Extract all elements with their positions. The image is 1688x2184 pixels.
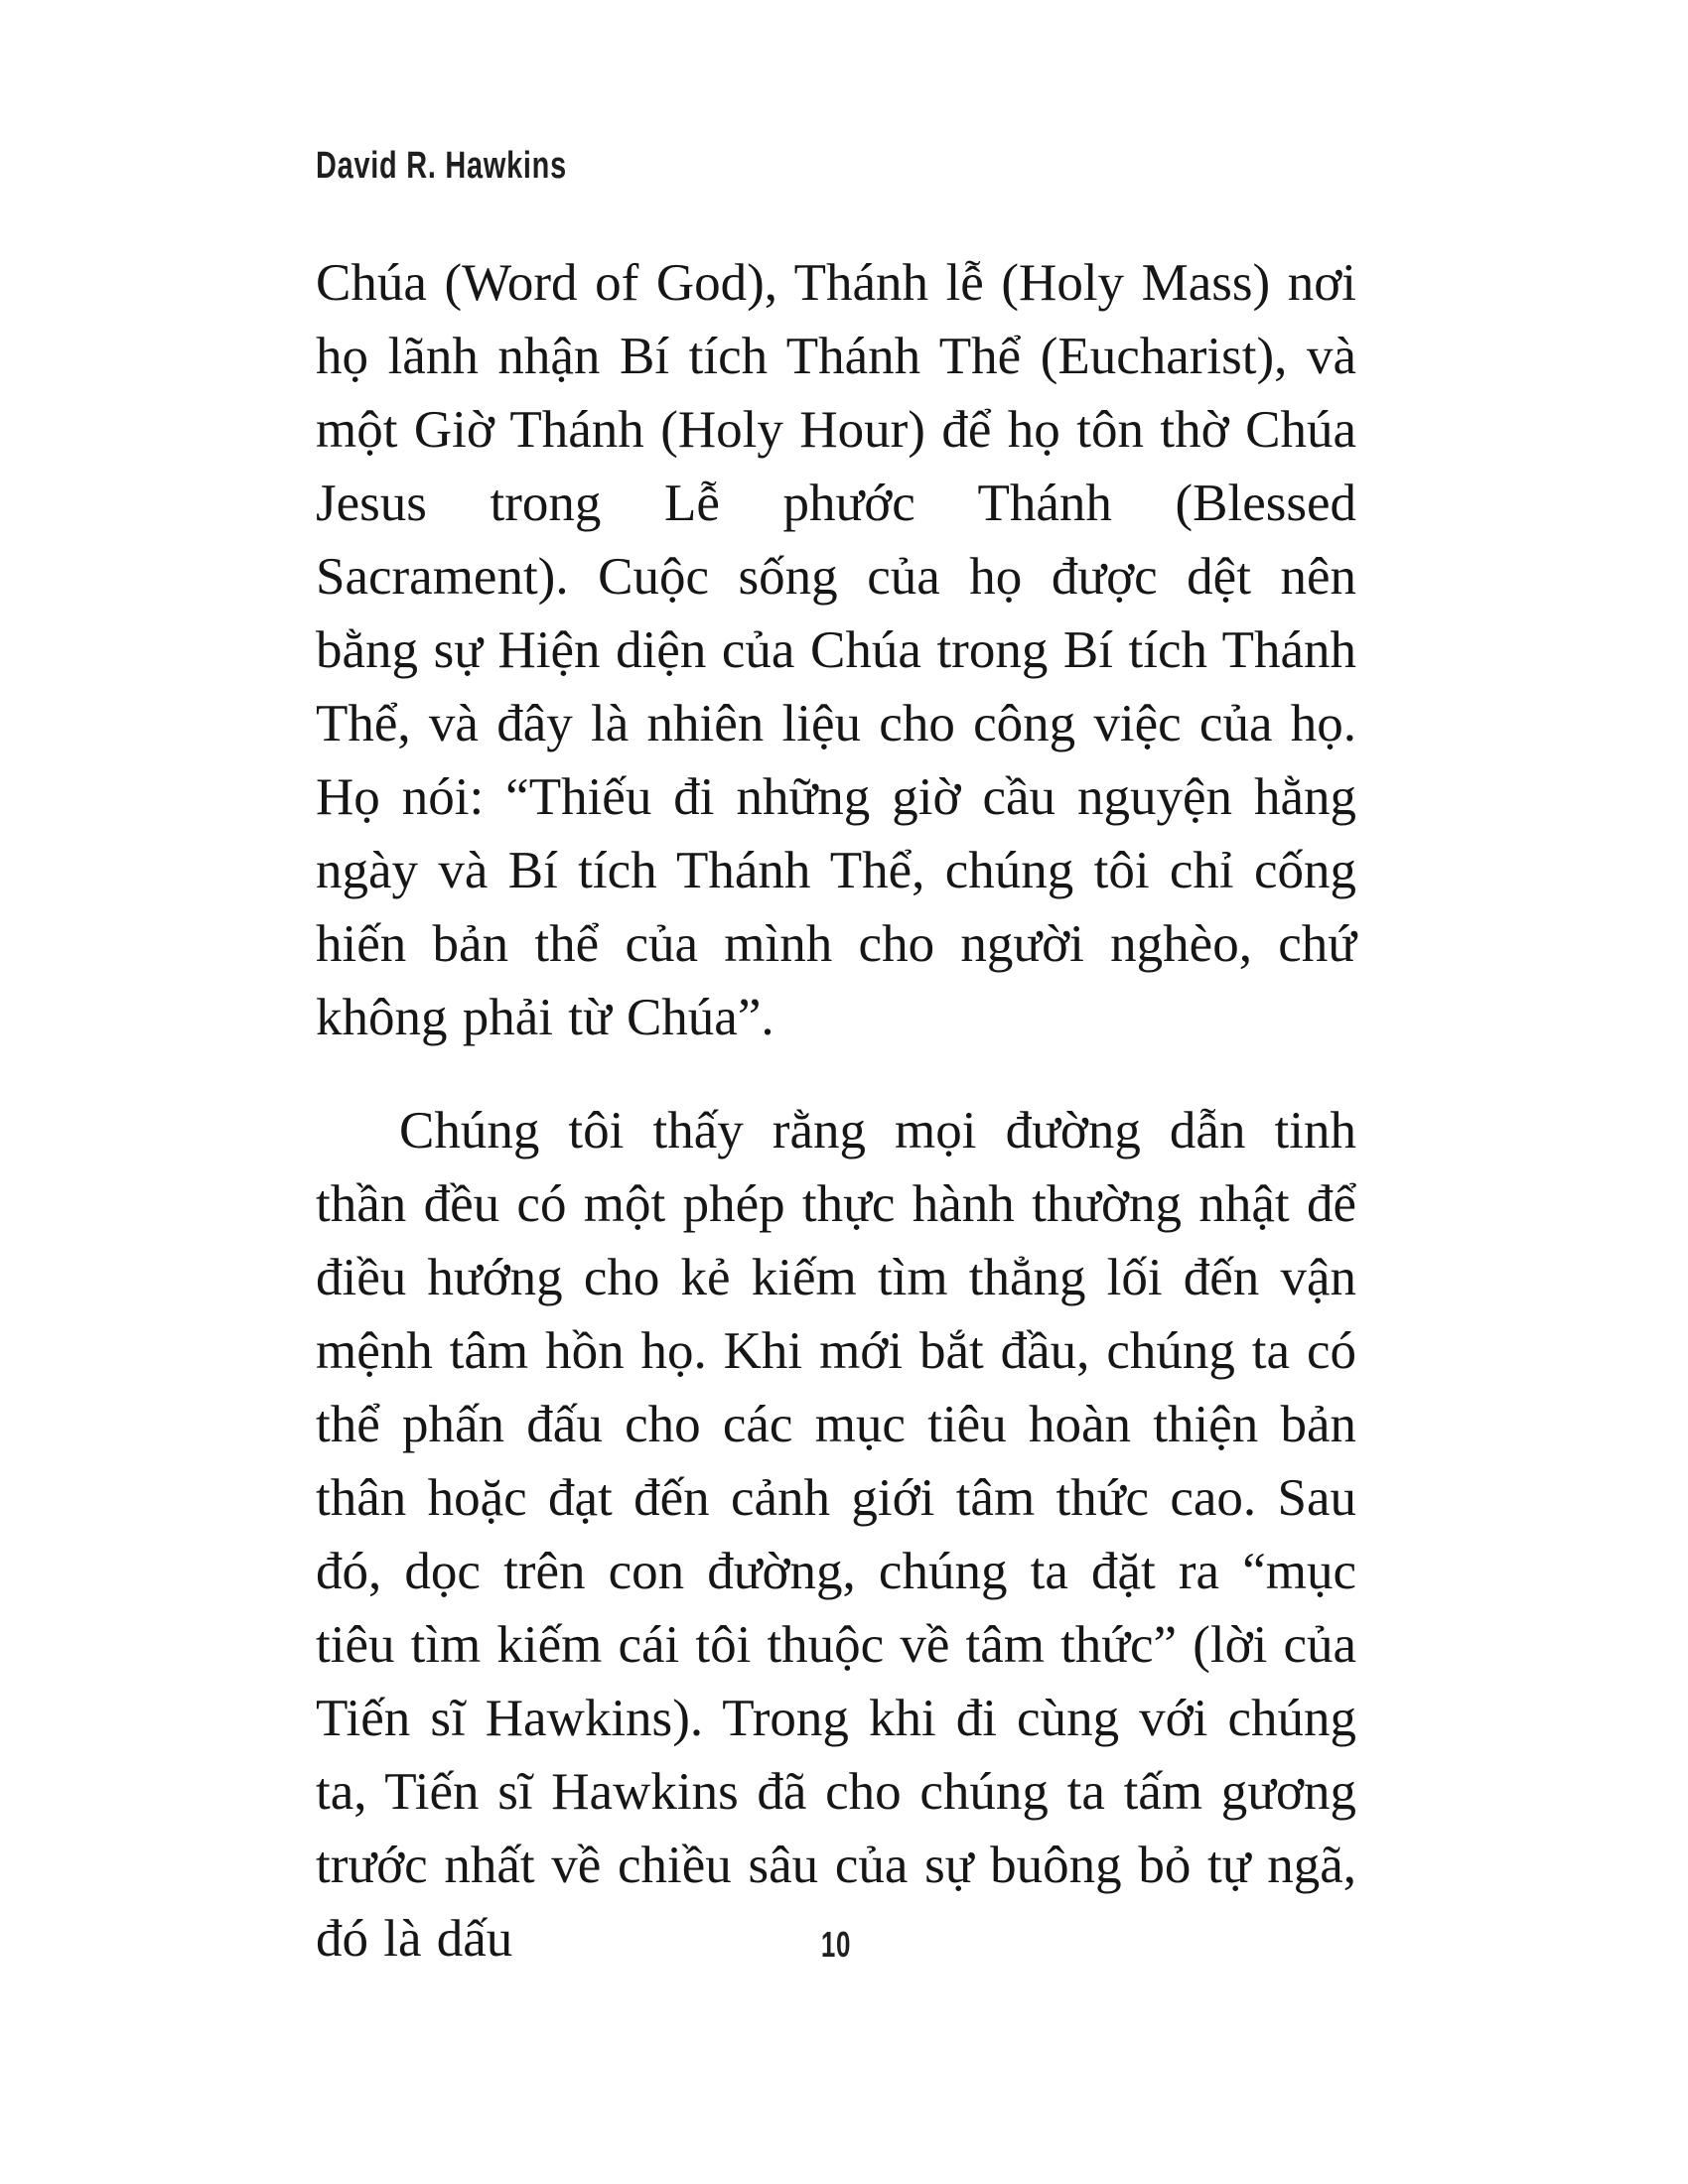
paragraph-1: Chúa (Word of God), Thánh lễ (Holy Mass) nơi họ lãnh nhận Bí tích Thánh Thể (Eucharist), và một Giờ Thánh (Holy Hour) để họ tôn thờ Chúa Jesus trong Lễ phước Thánh (Blessed Sacrament). Cuộc sống của họ được dệt nên bằng sự Hiện diện của Chúa trong Bí tích Thánh Thể, và đây là nhiên liệu cho công việc của họ. Họ nói: “Thiếu đi những giờ cầu nguyện hằng ngày và Bí tích Thánh Thể, chúng tôi chỉ cống hiến bản thể của mình cho người nghèo, chứ không phải từ Chúa”. — [316, 254, 1356, 1046]
paragraph-2: Chúng tôi thấy rằng mọi đường dẫn tinh thần đều có một phép thực hành thường nhật để điều hướng cho kẻ kiếm tìm thẳng lối đến vận mệnh tâm hồn họ. Khi mới bắt đầu, chúng ta có thể phấn đấu cho các mục tiêu hoàn thiện bản thân hoặc đạt đến cảnh giới tâm thức cao. Sau đó, dọc trên con đường, chúng ta đặt ra “mục tiêu tìm kiếm cái tôi thuộc về tâm thức” (lời của Tiến sĩ Hawkins). Trong khi đi cùng với chúng ta, Tiến sĩ Hawkins đã cho chúng ta tấm gương trước nhất về chiều sâu của sự buông bỏ tự ngã, đó là dấu — [316, 1102, 1356, 1968]
body-text-block — [316, 246, 1356, 1976]
page-footer — [316, 1924, 1356, 1966]
page-number: 10 — [820, 1924, 852, 1965]
running-header-author: David R. Hawkins — [316, 145, 567, 187]
